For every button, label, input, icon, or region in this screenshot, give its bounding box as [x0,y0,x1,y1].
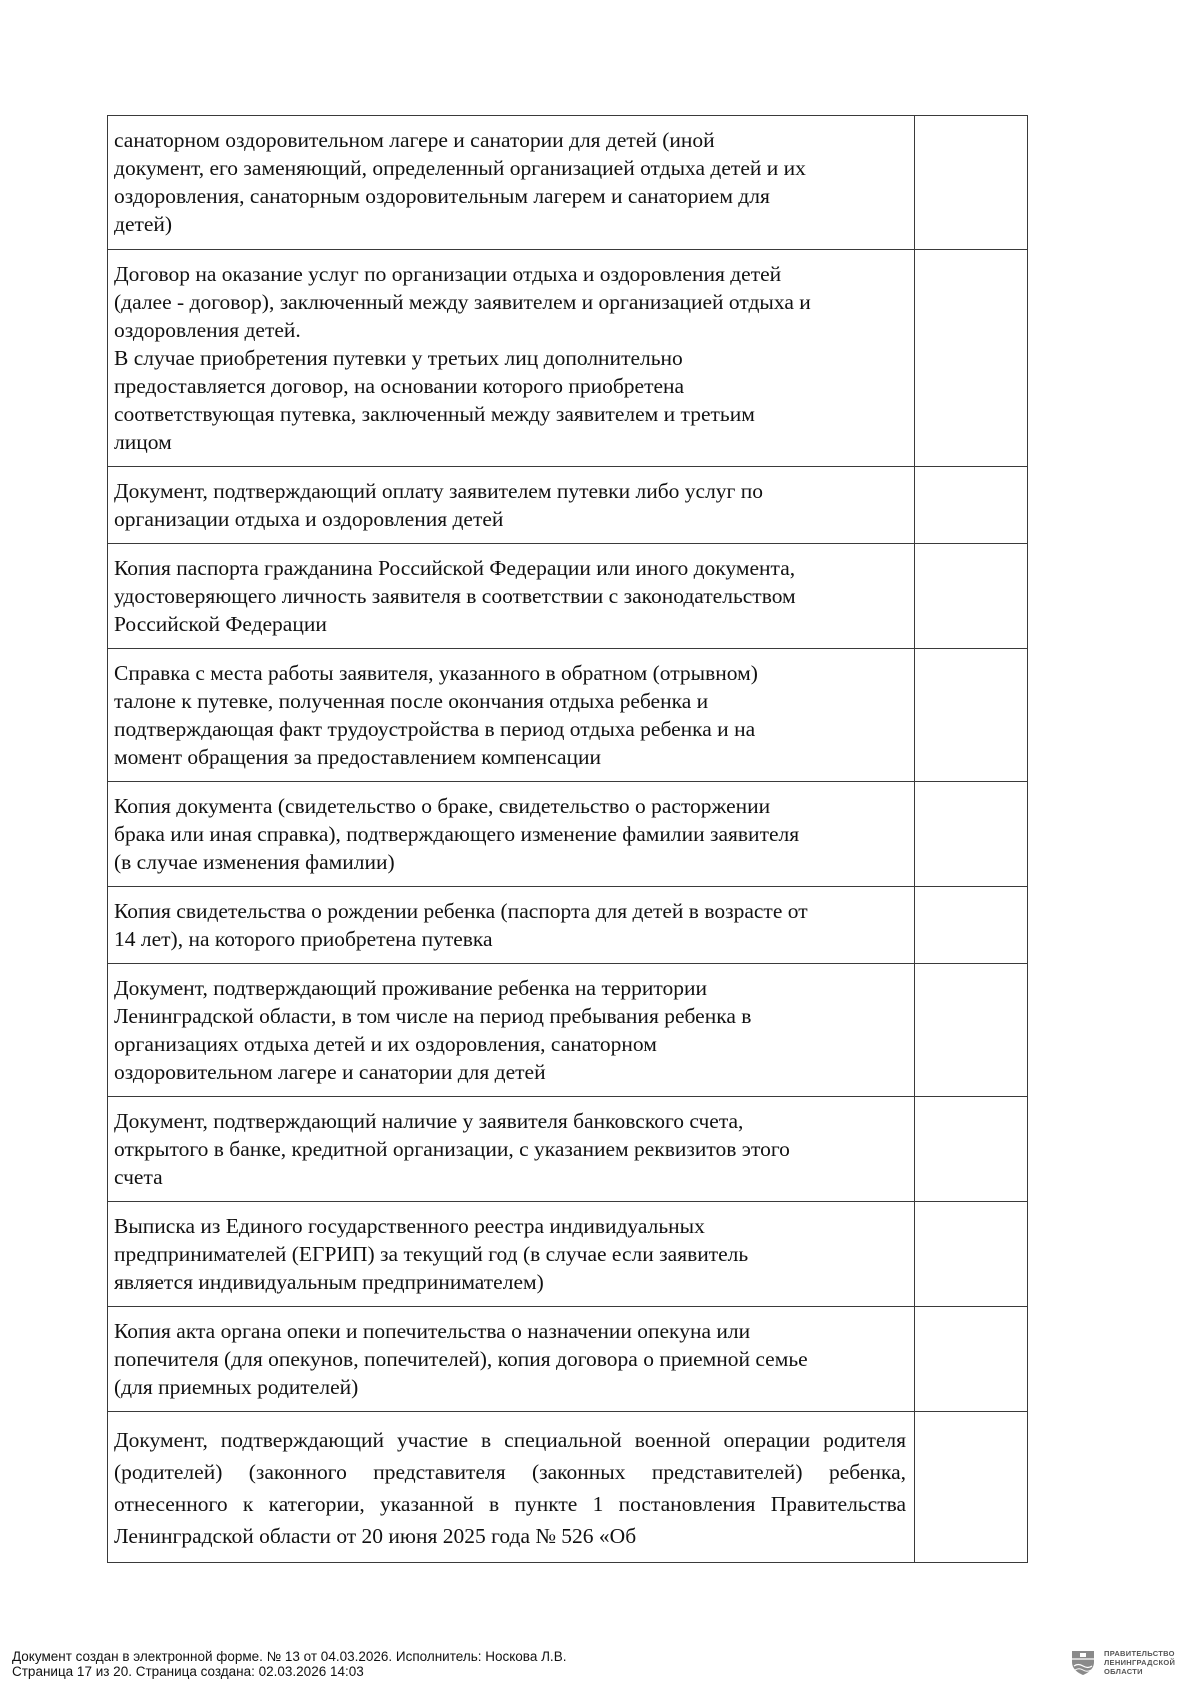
document-description: Документ, подтверждающий наличие у заявителя банковского счета, открытого в банке, кредитной организации, с указанием реквизитов этого счета [108,1097,915,1202]
footer-line-page: Страница 17 из 20. Страница создана: 02.03.2026 14:03 [12,1664,364,1679]
mark-cell [915,1307,1028,1412]
mark-cell [915,544,1028,649]
coat-of-arms-icon [1068,1647,1098,1677]
mark-cell [915,1097,1028,1202]
document-footer [12,1649,566,1679]
mark-cell [915,887,1028,964]
document-description: Копия свидетельства о рождении ребенка (паспорта для детей в возрасте от 14 лет), на которого приобретена путевка [108,887,915,964]
mark-cell [915,1202,1028,1307]
table-row [108,649,1028,782]
mark-cell [915,649,1028,782]
table-row [108,782,1028,887]
mark-cell [915,1412,1028,1563]
document-description: Копия акта органа опеки и попечительства о назначении опекуна или попечителя (для опекунов, попечителей), копия договора о приемной семье (для приемных родителей) [108,1307,915,1412]
document-description: Копия документа (свидетельство о браке, свидетельство о расторжении брака или иная справка), подтверждающего изменение фамилии заявителя (в случае изменения фамилии) [108,782,915,887]
table-row [108,1097,1028,1202]
table-row [108,1412,1028,1563]
documents-table [107,115,1028,1563]
table-row [108,544,1028,649]
document-description: Копия паспорта гражданина Российской Федерации или иного документа, удостоверяющего личность заявителя в соответствии с законодательством Российской Федерации [108,544,915,649]
mark-cell [915,116,1028,250]
document-description: Документ, подтверждающий оплату заявителем путевки либо услуг по организации отдыха и оздоровления детей [108,467,915,544]
document-description: санаторном оздоровительном лагере и санатории для детей (иной документ, его заменяющий, определенный организацией отдыха детей и их оздоровления, санаторным оздоровительным лагерем и санаторием для детей) [108,116,915,250]
table-row [108,964,1028,1097]
table-row [108,1202,1028,1307]
table-row [108,116,1028,250]
mark-cell [915,964,1028,1097]
government-logo [1068,1647,1175,1677]
table-row [108,250,1028,467]
document-description: Справка с места работы заявителя, указанного в обратном (отрывном) талоне к путевке, полученная после окончания отдыха ребенка и подтверждающая факт трудоустройства в период отдыха ребенка и на момент обращения за предоставлением компенсации [108,649,915,782]
government-logo-text: ПРАВИТЕЛЬСТВО ЛЕНИНГРАДСКОЙ ОБЛАСТИ [1104,1648,1176,1676]
table-row [108,467,1028,544]
document-description: Выписка из Единого государственного реестра индивидуальных предпринимателей (ЕГРИП) за текущий год (в случае если заявитель является индивидуальным предпринимателем) [108,1202,915,1307]
table-row [108,887,1028,964]
footer-line-document: Документ создан в электронной форме. № 13 от 04.03.2026. Исполнитель: Носкова Л.В. [12,1649,567,1664]
mark-cell [915,250,1028,467]
document-description: Договор на оказание услуг по организации отдыха и оздоровления детей (далее - договор), заключенный между заявителем и организацией отдыха и оздоровления детей. В случае приобретения путевки у третьих лиц дополнительно предоставляется договор, на основании которого приобретена соответствующая путевка, заключенный между заявителем и третьим лицом [108,250,915,467]
table-row [108,1307,1028,1412]
mark-cell [915,467,1028,544]
document-description: Документ, подтверждающий проживание ребенка на территории Ленинградской области, в том числе на период пребывания ребенка в организациях отдыха детей и их оздоровления, санаторном оздоровительном лагере и санатории для детей [108,964,915,1097]
document-description: Документ, подтверждающий участие в специальной военной операции родителя (родителей) (законного представителя (законных представителей) ребенка, отнесенного к категории, указанной в пункте 1 постановления Правительства Ленинградской области от 20 июня 2025 года № 526 «Об [108,1412,915,1563]
mark-cell [915,782,1028,887]
